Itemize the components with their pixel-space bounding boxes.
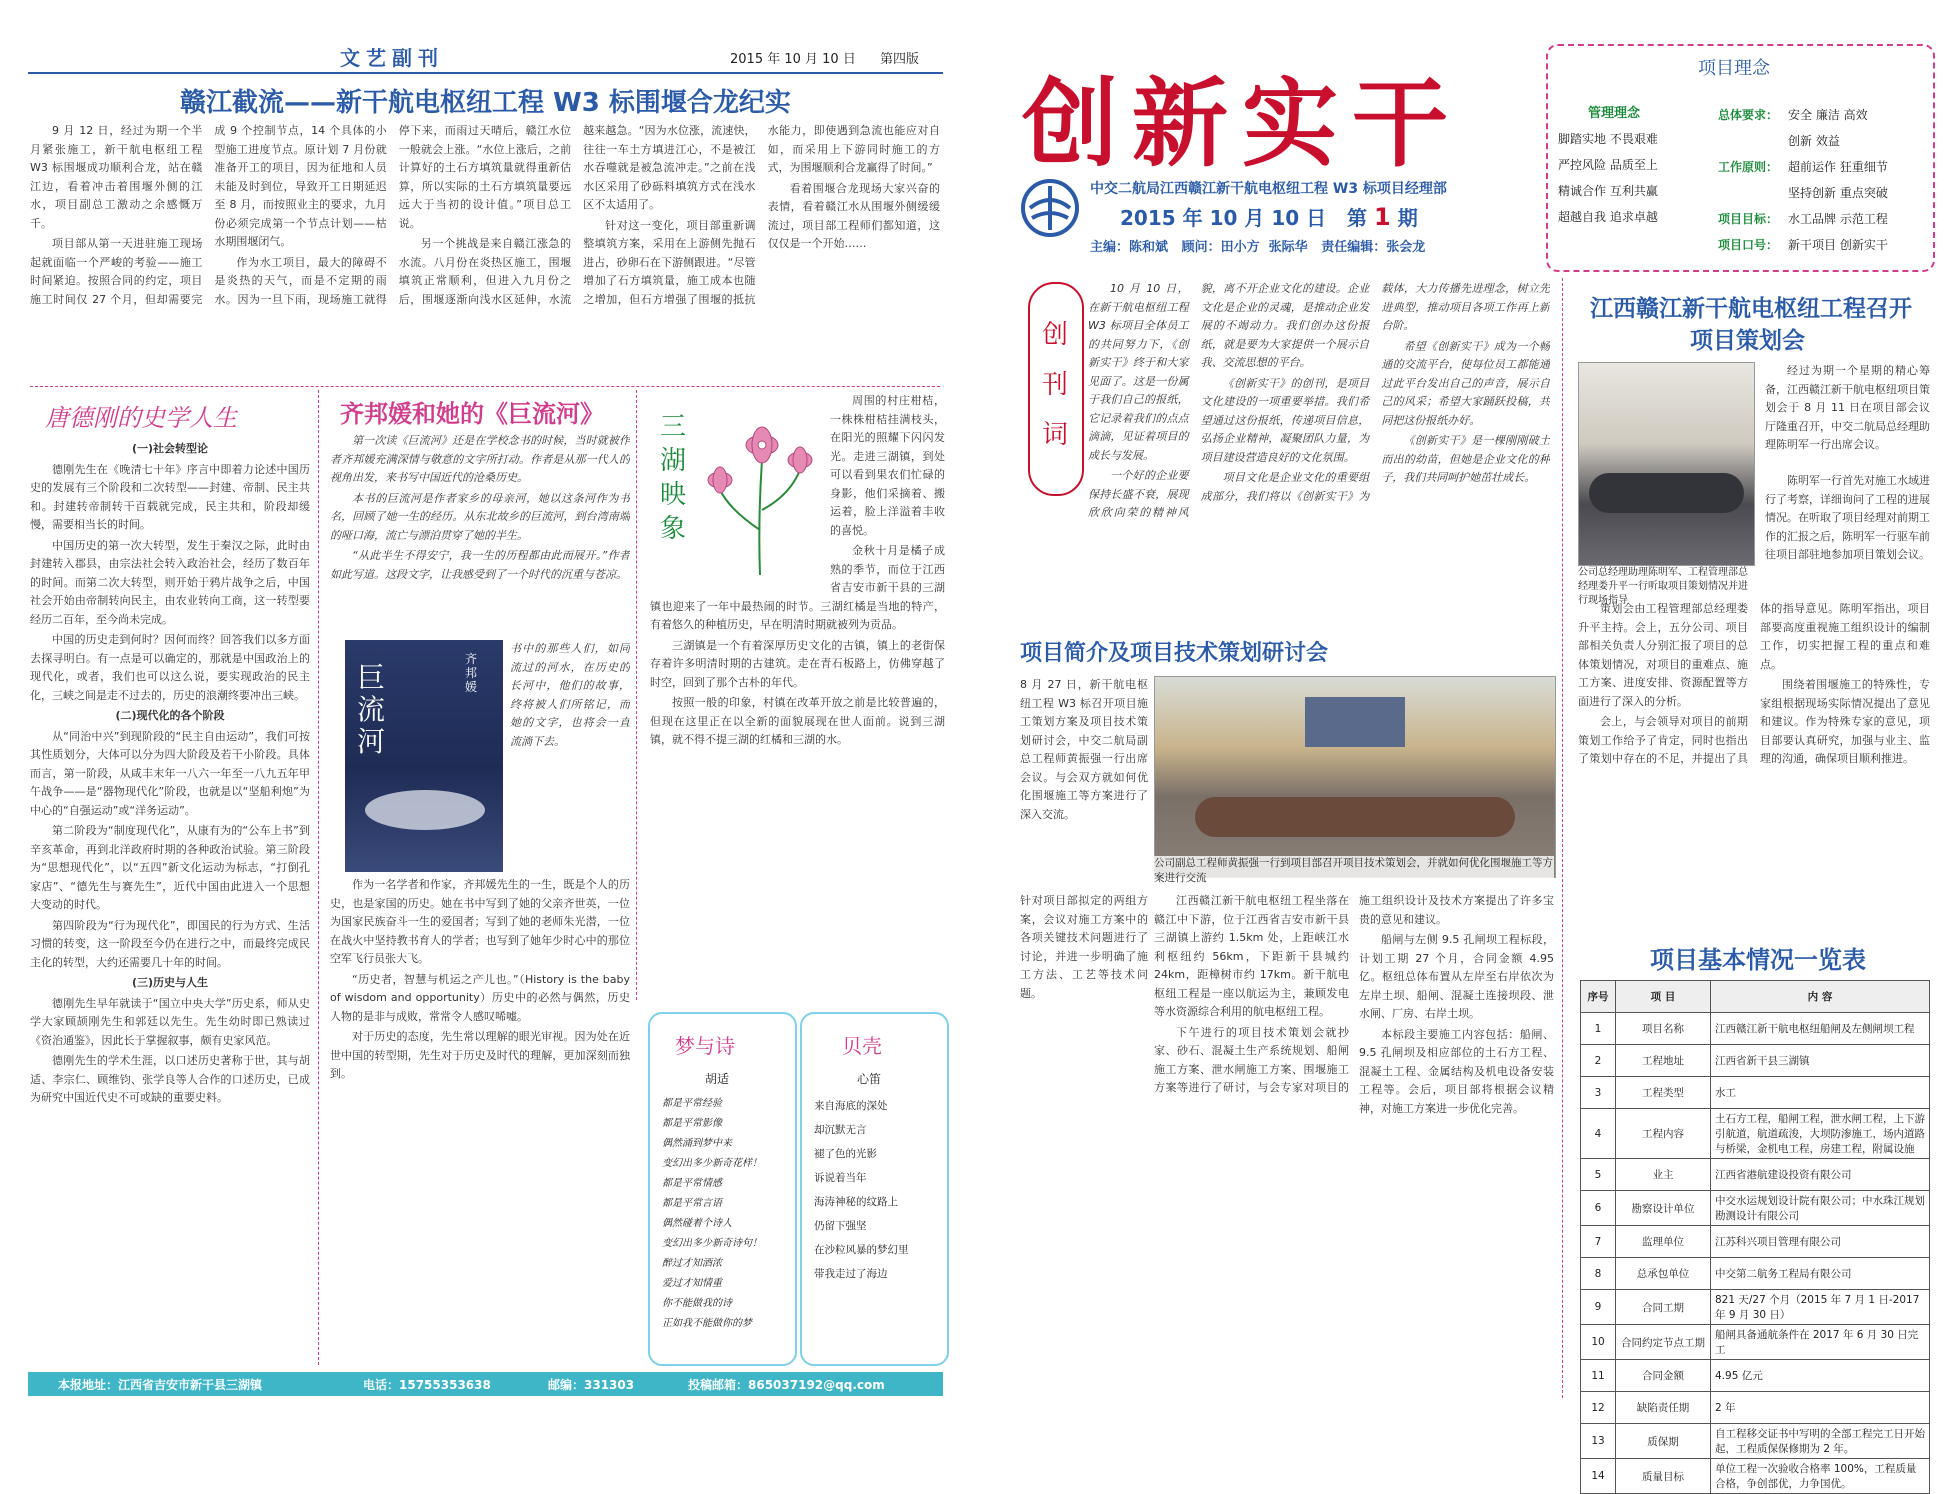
table-cell: 江苏科兴项目管理有限公司 xyxy=(1711,1226,1930,1258)
concept-row-text: 创新 效益 xyxy=(1788,134,1840,148)
table-cell: 11 xyxy=(1581,1360,1616,1392)
footer-zip: 邮编：331303 xyxy=(548,1378,635,1392)
table-cell: 合同金额 xyxy=(1616,1360,1711,1392)
divider xyxy=(318,390,319,1365)
main-paragraph: 看着围堰合龙现场大家兴奋的表情，看着赣江水从围堰外侧缓缓流过，项目部工程师们都知道，这仅仅是一个开始…… xyxy=(767,181,940,250)
table-cell: 5 xyxy=(1581,1159,1616,1191)
table-cell: 江西省新干县三湖镇 xyxy=(1711,1045,1930,1077)
footer-email: 投稿邮箱：865037192@qq.com xyxy=(688,1378,885,1392)
poem-line: 海涛神秘的纹路上 xyxy=(814,1196,898,1208)
book-cover-art xyxy=(365,790,485,830)
masthead-editors: 主编：陈和斌 顾问：田小方 张际华 责任编辑：张会龙 xyxy=(1090,240,1426,255)
footer-address: 本报地址：江西省吉安市新干县三湖镇 xyxy=(58,1378,263,1392)
poem-line: 带我走过了海边 xyxy=(814,1268,888,1280)
table-row xyxy=(1581,1424,1930,1459)
qi-paragraph: “历史者，智慧与机运之产儿也。”（History is the baby of wisdom and opportunity）历史中的必然与偶然，历史人物的是非与成败，常常令人感叹唏嘘。 xyxy=(330,972,630,1023)
tang-paragraph: 中国历史的第一次大转型，发生于秦汉之际，此时由封建转入郡县，由宗法社会转入政治社会，经历了数百年的时间。而第二次大转型，则开始于鸦片战争之后，中国社会开始由帝制转向民主，由农业转向工商，这一转型要经历二百年，至今尚未完成。 xyxy=(30,538,310,626)
left-page xyxy=(0,0,955,1404)
concept-row xyxy=(1718,232,1928,258)
concept-right-rows xyxy=(1718,102,1928,258)
workshop-intro: 8 月 27 日，新干航电枢纽工程 W3 标召开项目施工策划方案及项目技术策划研讨会，中交二航局副总工程师黄振强一行出席会议。与会双方就如何优化围堰施工等方案进行了深入交流。 xyxy=(1020,678,1148,821)
sanhu-body xyxy=(650,392,945,992)
table-cell: 缺陷责任期 xyxy=(1616,1392,1711,1424)
editorial-paragraph: 一个好的企业要保持长盛不衰，展现欣欣向荣的精神风貌，离不开企业文化的建设。企业文化是企业的灵魂，是推动企业发展的不竭动力。我们创办这份报纸，就是要为大家提供一个展示自我、交流思想的平台。 xyxy=(1088,282,1370,519)
footer-bar xyxy=(28,1372,943,1396)
poem-line: 都是平常经验 xyxy=(662,1098,722,1109)
table-cell: 3 xyxy=(1581,1077,1616,1109)
masthead-date xyxy=(1120,202,1418,231)
qi-paragraph: 本书的巨流河是作者家乡的母亲河，她以这条河作为书名，回顾了她一生的经历。从东北故乡的巨流河，到台湾南端的哑口海，流亡与漂泊贯穿了她的半生。 xyxy=(330,491,630,542)
poem-line: 都是平常情感 xyxy=(662,1178,722,1189)
qi-paragraph: “从此半生不得安宁，我一生的历程都由此而展开。”作者如此写道。这段文字，让我感受到了一个时代的沉重与苍凉。 xyxy=(330,549,630,581)
concept-box xyxy=(1546,44,1935,272)
divider xyxy=(30,386,940,387)
header-date: 2015 年 10 月 10 日 xyxy=(730,52,856,67)
table-cell: 合同工期 xyxy=(1616,1290,1711,1325)
poem1-author: 胡适 xyxy=(705,1072,730,1086)
table-cell: 2 xyxy=(1581,1045,1616,1077)
table-row xyxy=(1581,1459,1930,1494)
tang-title: 唐德刚的史学人生 xyxy=(45,404,237,432)
table-cell: 10 xyxy=(1581,1325,1616,1360)
poem2-title: 贝壳 xyxy=(842,1034,882,1058)
issue-date: 2015 年 10 月 10 日 xyxy=(1120,206,1327,230)
plan-paragraph: 策划会由工程管理部总经理娄升平主持。会上，五分公司、项目部相关负责人分别汇报了项目的总体策划情况，对项目的重难点、施工方案、进度安排、资源配置等方面进行了深入的分析。 xyxy=(1578,602,1748,708)
table-cell: 6 xyxy=(1581,1191,1616,1226)
workshop-paragraph: 本标段主要施工内容包括：船闸、9.5 孔闸坝及相应部位的土石方工程、混凝土工程、金属结构及机电设备安装工程等。会后，项目部将根据会议精神，对施工方案进一步优化完善。 xyxy=(1359,1027,1554,1115)
table-row xyxy=(1581,1392,1930,1424)
concept-left-lines xyxy=(1558,126,1718,230)
main-paragraph: 作为水工项目，最大的障碍不是炎热的天气，而是不定期的雨水。因为一旦下雨，现场施工就得停下来，而雨过天晴后，赣江水位一般就会上涨。“水位上涨后，之前计算好的土石方填筑量就得重新估算，所以实际的土石方填筑量要远远大于当初的设计值。”项目总工说。 xyxy=(214,124,572,306)
right-page xyxy=(990,0,1945,1490)
table-row xyxy=(1581,1325,1930,1360)
table-row xyxy=(1581,1077,1930,1109)
section-title: 文艺副刊 xyxy=(340,46,444,70)
poem-line: 都是平常影像 xyxy=(662,1118,722,1129)
concept-row xyxy=(1718,102,1928,128)
concept-row xyxy=(1718,180,1928,206)
tang-sub1: (一)社会转型论 xyxy=(131,442,209,455)
photo-table xyxy=(1589,473,1744,513)
table-cell: 监理单位 xyxy=(1616,1226,1711,1258)
concept-left-label: 管理理念 xyxy=(1588,106,1641,121)
book-author: 齐邦媛 xyxy=(465,652,478,694)
workshop-caption: 公司副总工程师黄振强一行到项目部召开项目技术策划会，并就如何优化围堰施工等方案进行交流 xyxy=(1154,857,1553,884)
qi-paragraph: 作为一名学者和作家，齐邦媛先生的一生，既是个人的历史，也是家国的历史。她在书中写到了她的父亲齐世英，一位为国家民族奋斗一生的爱国者；写到了她的老师朱光潜，一位在战火中坚持教书育人的学者；也写到了她年少时心中的那位空军飞行员张大飞。 xyxy=(330,878,630,965)
tang-article xyxy=(30,438,310,1366)
masthead-org: 中交二航局江西赣江新干航电枢纽工程 W3 标项目经理部 xyxy=(1090,181,1447,197)
table-cell: 工程地址 xyxy=(1616,1045,1711,1077)
qi-body xyxy=(330,876,630,1366)
table-cell: 2 年 xyxy=(1711,1392,1930,1424)
table-cell: 江西省港航建设投资有限公司 xyxy=(1711,1159,1930,1191)
tang-paragraph: 德刚先生早年就读于“国立中央大学”历史系，师从史学大家顾颉刚先生和郭廷以先生。先生幼时即已熟读过《资治通鉴》，因此长于掌握叙事，颇有史家风范。 xyxy=(30,996,310,1047)
tang-paragraph: 德刚先生的学术生涯，以口述历史著称于世，其与胡适、李宗仁、顾维钧、张学良等人合作的口述历史，已成为研究中国近代史不可或缺的重要史料。 xyxy=(30,1054,310,1104)
workshop-paragraph: 下午进行的项目技术策划会就抄家、砂石、混凝土生产系统规划、船闸施工方案、泄水闸施工方案、围堰施工方案等进行了研讨，与会专家对项目的施工组织设计及技术方案提出了许多宝贵的意见和建议。 xyxy=(1154,894,1554,1094)
table-cell: 821 天/27 个月（2015 年 7 月 1 日-2017 年 9 月 30 日） xyxy=(1711,1290,1930,1325)
sanhu-paragraph: 金秋十月是橘子成熟的季节，而位于江西省吉安市新干县的三湖镇也迎来了一年中最热闹的时节。三湖红橘是当地的特产，有着悠久的种植历史，早在明清时期就被列为贡品。 xyxy=(650,544,945,631)
poem-line: 仍留下强坚 xyxy=(814,1220,867,1232)
table-cell: 合同约定节点工期 xyxy=(1616,1325,1711,1360)
poem-line: 醉过才知酒浓 xyxy=(662,1258,722,1269)
table-cell: 自工程移交证书中写明的全部工程完工日开始起，工程质保保修期为 2 年。 xyxy=(1711,1424,1930,1459)
table-cell: 工程类型 xyxy=(1616,1077,1711,1109)
main-title: 赣江截流——新干航电枢纽工程 W3 标围堰合龙纪实 xyxy=(180,88,791,118)
tang-paragraph: 德刚先生在《晚清七十年》序言中即着力论述中国历史的发展有三个阶段和二次转型——封建、帝制、民主共和。封建转帝制转干百载就完成，民主共和，阶段却缓慢，需要相当长的时间。 xyxy=(30,462,310,531)
tang-paragraph: 从“同治中兴”到现阶段的“民主自由运动”，我们可按其性质划分，大体可以分为四大阶段及若干小阶段。具体而言，第一阶段，从咸丰末年一八六一年至一八九五年甲午战争——是“器物现代化”阶段，也就是以“坚船利炮”为中心的“自强运动”或“洋务运动”。 xyxy=(30,729,310,817)
table-cell: 总承包单位 xyxy=(1616,1258,1711,1290)
sanhu-title: 三湖映象 xyxy=(660,412,687,544)
poem-line: 爱过才知情重 xyxy=(662,1278,722,1289)
table-cell: 中交水运规划设计院有限公司；中水珠江规划勘测设计有限公司 xyxy=(1711,1191,1930,1226)
table-row xyxy=(1581,1109,1930,1159)
table-cell: 中交第二航务工程局有限公司 xyxy=(1711,1258,1930,1290)
concept-line: 严控风险 品质至上 xyxy=(1558,158,1658,172)
concept-row-text: 超前运作 狂重细节 xyxy=(1788,160,1888,174)
header-page: 第四版 xyxy=(880,52,920,67)
header-cell: 序号 xyxy=(1581,981,1616,1013)
tang-paragraph: 第二阶段为“制度现代化”，从康有为的“公车上书”到辛亥革命，再到北洋政府时期的各种政治试验。第三阶段为“思想现代化”，以“五四”新文化运动为标志，“打倒孔家店”、“德先生与赛先生”，近代中国由此进入一个思想大变动的时代。 xyxy=(30,824,310,911)
concept-row xyxy=(1718,154,1928,180)
plan-title-1: 江西赣江新干航电枢纽工程召开 xyxy=(1590,296,1912,322)
workshop-photo xyxy=(1154,676,1556,878)
issue-suffix: 期 xyxy=(1397,206,1418,230)
poem-line: 你不能做我的诗 xyxy=(662,1298,732,1309)
plan-paragraph: 陈明军一行首先对施工水域进行了考察，详细询问了工程的进展情况。在听取了项目经理对前期工作的汇报之后，陈明军一行驱车前往项目部驻地参加项目策划会议。 xyxy=(1765,474,1930,561)
tang-paragraph: 第四阶段为“行为现代化”，即国民的行为方式、生活习惯的转变，这一阶段至今仍在进行之中，而最终完成民主化的转型，大约还需要几十年的时间。 xyxy=(30,918,310,969)
concept-row xyxy=(1718,128,1928,154)
qi-paragraph: 第一次读《巨流河》还是在学校念书的时候，当时就被作者齐邦媛充满深情与敬意的文字所打动。作者是从那一代人的视角出发，来书写中国近代的沧桑历史。 xyxy=(330,434,630,484)
concept-row xyxy=(1718,206,1928,232)
masthead-title: 创新实干 xyxy=(1022,67,1462,180)
poem-line: 偶然碰着个诗人 xyxy=(662,1218,732,1229)
poem-line: 变幻出多少新奇诗句！ xyxy=(662,1238,762,1249)
overview-table xyxy=(1580,980,1930,1494)
poem-box-2 xyxy=(800,1012,949,1366)
table-cell: 业主 xyxy=(1616,1159,1711,1191)
concept-row-label: 总体要求： xyxy=(1718,108,1779,122)
poem1-lines xyxy=(662,1094,787,1334)
header-rule xyxy=(28,72,943,74)
poem-box-1 xyxy=(648,1012,797,1366)
plan-paragraph: 经过为期一个星期的精心筹备，江西赣江新干航电枢纽项目策划会于 8 月 11 日在项目部会议厅隆重召开，中交二航局总经理助理陈明军一行出席会议。 xyxy=(1765,364,1930,451)
poem1-title: 梦与诗 xyxy=(675,1034,735,1058)
table-cell: 单位工程一次验收合格率 100%，工程质量合格，争创部优，力争国优。 xyxy=(1711,1459,1930,1494)
editorial-label: 创刊词 xyxy=(1042,320,1069,450)
qi-intro xyxy=(330,432,630,632)
main-paragraph: 针对这一变化，项目部重新调整填筑方案，采用在上游侧先抛石进占，砂卵石在下游侧跟进。“尽管增加了石方填筑量，施工成本也随之增加，但石方增强了围堰的抵抗水能力，即使遇到急流也能应对自如，而采用上下游同时施工的方式，为围堰顺利合龙赢得了时间。” xyxy=(583,124,940,306)
overview-title: 项目基本情况一览表 xyxy=(1650,946,1866,974)
photo-screen xyxy=(1305,697,1405,747)
table-row xyxy=(1581,1360,1930,1392)
poem-line: 诉说着当年 xyxy=(814,1172,867,1184)
company-logo xyxy=(1020,178,1080,238)
editorial-body xyxy=(1020,280,1550,630)
table-cell: 勘察设计单位 xyxy=(1616,1191,1711,1226)
table-row xyxy=(1581,1226,1930,1258)
qi-paragraph: 对于历史的态度，先生常以理解的眼光审视。因为处在近世中国的转型期，先生对于历史及时代的理解，更加深刻而独到。 xyxy=(330,1030,630,1080)
plan-body xyxy=(1578,600,1930,918)
concept-row-label: 项目目标： xyxy=(1718,212,1779,226)
book-cover xyxy=(345,640,503,872)
editorial-paragraph: 《创新实干》的创刊，是项目文化建设的一项重要举措。我们希望通过这份报纸，传递项目信息，弘扬企业精神，凝聚团队力量，为项目建设营造良好的文化氛围。 xyxy=(1200,376,1370,464)
table-cell: 9 xyxy=(1581,1290,1616,1325)
book-title: 巨流河 xyxy=(357,661,386,758)
concept-line: 脚踏实地 不畏艰难 xyxy=(1558,132,1658,146)
editorial-paragraph: 《创新实干》是一棵刚刚破土而出的幼苗，但她是企业文化的种子，我们共同呵护她茁壮成长。 xyxy=(1381,434,1550,484)
table-row xyxy=(1581,1290,1930,1325)
table-row xyxy=(1581,1258,1930,1290)
qi-beside: 书中的那些人们，如同流过的河水，在历史的长河中，他们的故事，终将被人们所铭记，而她的文字，也将会一直流淌下去。 xyxy=(510,642,630,748)
concept-row-text: 坚持创新 重点突破 xyxy=(1788,186,1888,200)
plan-paragraph: 围绕着围堰施工的特殊性，专家组根据现场实际情况提出了意见和建议。作为特殊专家的意见，项目部要认真研究，加强与业主、监理的沟通，确保项目顺利推进。 xyxy=(1760,678,1930,765)
table-cell: 13 xyxy=(1581,1424,1616,1459)
table-row xyxy=(1581,1045,1930,1077)
header-cell: 内 容 xyxy=(1711,981,1930,1013)
table-cell: 14 xyxy=(1581,1459,1616,1494)
divider xyxy=(1562,278,1563,1398)
main-paragraph: 9 月 12 日，经过为期一个半月紧张施工，新干航电枢纽工程 W3 标围堰成功顺利合龙，站在赣江边，看着冲击着围堰外侧的江水，项目副总工激动之余感慨万千。 xyxy=(30,124,203,230)
poem2-author: 心笛 xyxy=(857,1072,882,1086)
poem2-lines xyxy=(814,1094,939,1286)
poem-line: 变幻出多少新奇花样！ xyxy=(662,1158,762,1169)
table-row xyxy=(1581,1159,1930,1191)
poem-line: 在沙粒风暴的梦幻里 xyxy=(814,1244,909,1256)
table-cell: 质保期 xyxy=(1616,1424,1711,1459)
plan-photo xyxy=(1578,362,1755,566)
tang-sub3: (三)历史与人生 xyxy=(131,976,209,989)
divider xyxy=(636,390,637,1000)
concept-row-text: 安全 廉洁 高效 xyxy=(1788,108,1868,122)
sanhu-paragraph: 三湖镇是一个有着深厚历史文化的古镇，镇上的老街保存着许多明清时期的古建筑。走在青石板路上，仿佛穿越了时空，回到了那个古朴的年代。 xyxy=(650,638,945,689)
table-cell: 工程内容 xyxy=(1616,1109,1711,1159)
table-cell: 7 xyxy=(1581,1226,1616,1258)
table-cell: 船闸具备通航条件在 2017 年 6 月 30 日完工 xyxy=(1711,1325,1930,1360)
plan-caption: 公司总经理助理陈明军、工程管理部总经理娄升平一行听取项目策划情况并进行现场指导 xyxy=(1578,567,1748,606)
qi-title: 齐邦媛和她的《巨流河》 xyxy=(340,400,604,428)
concept-row-label: 工作原则： xyxy=(1718,160,1779,174)
workshop-paragraph: 江西赣江新干航电枢纽工程坐落在赣江中下游，位于江西省吉安市新干县三湖镇上游约 1.5km 处，上距峡江水利枢纽约 56km，下距新干县城约 24km，距樟树市约 17km。新干航电枢纽工程是一座以航运为主，兼顾发电等水资源综合利用的航电枢纽工程。 xyxy=(1154,894,1349,1018)
poem-line: 却沉默无言 xyxy=(814,1124,867,1136)
header-cell: 项 目 xyxy=(1616,981,1711,1013)
table-header-row xyxy=(1581,981,1930,1013)
table-cell: 4 xyxy=(1581,1109,1616,1159)
concept-row-text: 新干项目 创新实干 xyxy=(1788,238,1888,252)
editorial-paragraph: 项目文化是企业文化的重要组成部分，我们将以《创新实干》为载体，大力传播先进理念，树立先进典型，推动项目各项工作再上新台阶。 xyxy=(1200,282,1550,503)
workshop-title: 项目简介及项目技术策划研讨会 xyxy=(1020,641,1329,666)
editorial-paragraph: 希望《创新实干》成为一个畅通的交流平台，使每位员工都能通过此平台发出自己的声音，展示自己的风采；希望大家踊跃投稿，共同把这份报纸办好。 xyxy=(1381,339,1550,427)
table-cell: 12 xyxy=(1581,1392,1616,1424)
concept-row-label: 项目口号： xyxy=(1718,238,1779,252)
concept-line: 超越自我 追求卓越 xyxy=(1558,210,1658,224)
table-cell: 项目名称 xyxy=(1616,1013,1711,1045)
main-paragraph: 另一个挑战是来自赣江涨急的水流。八月份在炎热区施工，围堰填筑正常顺利，但进入九月份之后，围堰逐渐向浅水区延伸，水流越来越急。“因为水位涨，流速快，往往一车土方填进江心，不是被江水吞噬就是被急流冲走。”之前在浅水区采用了砂砾料填筑方式在浅水区不太适用了。 xyxy=(398,124,756,306)
table-cell: 1 xyxy=(1581,1013,1616,1045)
plan-title-2: 项目策划会 xyxy=(1690,328,1805,354)
sanhu-paragraph: 周围的村庄柑桔，一株株柑桔挂满枝头，在阳光的照耀下闪闪发光。走进三湖镇，到处可以看到果农们忙碌的身影，他们采摘着、搬运着，脸上洋溢着丰收的喜悦。 xyxy=(830,394,945,537)
table-row xyxy=(1581,1013,1930,1045)
concept-title: 项目理念 xyxy=(1698,58,1770,79)
main-article xyxy=(30,122,940,380)
poem-line: 来自海底的深处 xyxy=(814,1100,888,1112)
table-cell: 水工 xyxy=(1711,1077,1930,1109)
concept-row-text: 水工品牌 示范工程 xyxy=(1788,212,1888,226)
poem-line: 偶然涌到梦中来 xyxy=(662,1138,732,1149)
issue-prefix: 第 xyxy=(1347,206,1368,230)
sanhu-paragraph: 按照一般的印象，村镇在改革开放之前是比较普遍的，但现在这里正在以全新的面貌展现在世人面前。说到三湖镇，就不得不提三湖的红橘和三湖的水。 xyxy=(650,696,945,746)
tang-sub2: (二)现代化的各个阶段 xyxy=(115,709,225,722)
table-cell: 4.95 亿元 xyxy=(1711,1360,1930,1392)
table-cell: 土石方工程，船闸工程，泄水闸工程，上下游引航道，航道疏浚，大坝防渗施工，场内道路与桥梁，金机电工程，房建工程，附属设施 xyxy=(1711,1109,1930,1159)
concept-line: 精诚合作 互利共赢 xyxy=(1558,184,1658,198)
plan-paragraph: 会上，与会领导对项目的前期策划工作给予了肯定，同时也指出了策划中存在的不足，并提出了具体的指导意见。陈明军指出，项目部要高度重视施工组织设计的编制工作，切实把握工程的重点和难点。 xyxy=(1578,602,1930,765)
workshop-body1: 针对项目部拟定的两组方案，会议对施工方案中的各项关键技术问题进行了讨论，并进一步明确了施工方法、工艺等技术问题。 xyxy=(1020,894,1148,1000)
poem-line: 都是平常言语 xyxy=(662,1198,722,1209)
issue-number: 1 xyxy=(1374,203,1391,231)
workshop-body-cols xyxy=(1154,892,1554,1392)
poem-line: 褪了色的光影 xyxy=(814,1148,877,1160)
footer-phone: 电话：15755353638 xyxy=(363,1378,491,1392)
tang-paragraph: 中国的历史走到何时？因何而终？回答我们以多方面去探寻明白。有一点是可以确定的，那就是中国政治上的现代化，或者，我们也可以这么说，要实现政治的民主化，三峡之间是走不过去的，历史的浪潮终要冲出三峡。 xyxy=(30,633,310,702)
plan-body-left xyxy=(1765,472,1930,592)
poem-line: 正如我不能做你的梦 xyxy=(662,1318,752,1329)
photo-table xyxy=(1195,797,1515,837)
table-cell: 江西赣江新干航电枢纽船闸及左侧闸坝工程 xyxy=(1711,1013,1930,1045)
table-cell: 质量目标 xyxy=(1616,1459,1711,1494)
workshop-paragraph: 船闸与左侧 9.5 孔闸坝工程标段，计划工期 27 个月，合同金额 4.95 亿。枢纽总体布置从左岸至右岸依次为左岸土坝、船闸、混凝土连接坝段、泄水闸、厂房、右岸土坝。 xyxy=(1359,933,1554,1020)
table-cell: 8 xyxy=(1581,1258,1616,1290)
editorial-paragraph: 10 月 10 日，在新干航电枢纽工程 W3 标项目全体员工的共同努力下，《创新实干》终于和大家见面了。这是一份属于我们自己的报纸，它记录着我们的点点滴滴，见证着项目的成长与发展。 xyxy=(1088,282,1189,462)
main-paragraph: 项目部从第一天进驻施工现场起就面临一个严峻的考验——施工时间紧迫。按照合同的约定，项目施工时间仅 27 个月，但却需要完成 9 个控制节点，14 个具体的小型施工进度节点。原计划 7 月份就准备开工的项目，因为征地和人员未能及时到位，导致开工日期延迟至 8 月，而按照业主的要求，九月份必须完成第一个节点计划——枯水期围堰闭气。 xyxy=(30,124,387,306)
table-row xyxy=(1581,1191,1930,1226)
